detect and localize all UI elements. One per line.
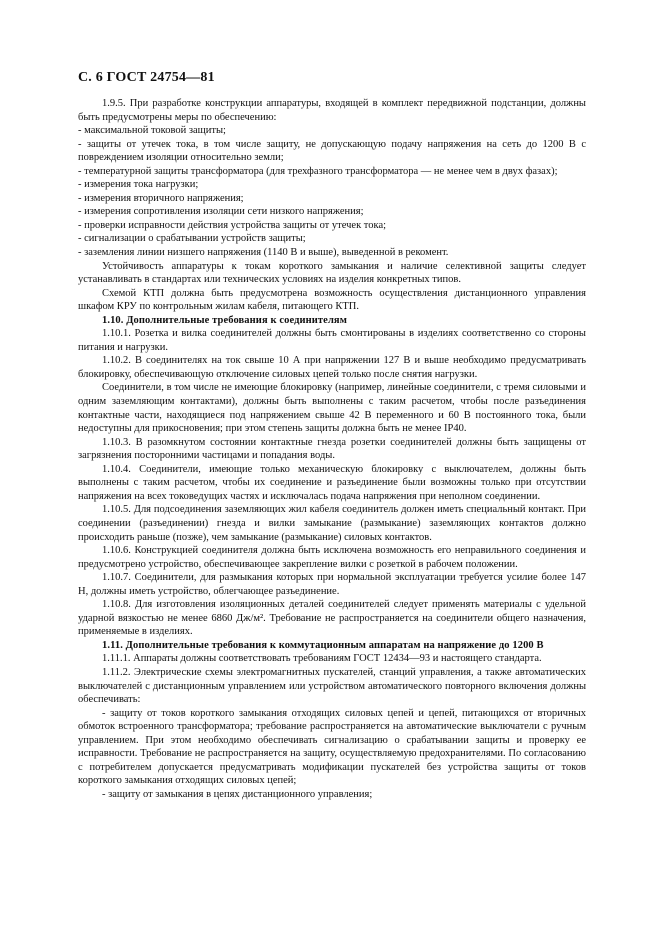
section-heading: 1.10. Дополнительные требования к соединителям bbox=[102, 314, 347, 326]
page-header: С. 6 ГОСТ 24754—81 bbox=[78, 70, 215, 85]
paragraph: 1.10.2. В соединителях на ток свыше 10 А при напряжении 127 В и выше необходимо предусматривать блокировку, обеспечивающую отключение силовых цепей только после снятия нагрузки. bbox=[78, 355, 586, 380]
list-item: - температурной защиты трансформатора (для трехфазного трансформатора — не менее чем в двух фазах); bbox=[78, 165, 558, 177]
list-item: - измерения вторичного напряжения; bbox=[78, 192, 244, 204]
section-heading: 1.11. Дополнительные требования к коммутационным аппаратам на напряжение до 1200 В bbox=[102, 639, 544, 651]
list-item: - заземления линии низшего напряжения (1140 В и выше), выведенной в рекомент. bbox=[78, 247, 449, 259]
paragraph: Соединители, в том числе не имеющие блокировку (например, линейные соединители, с тремя силовыми и одним заземляющим контактами), должны быть выполнены с таким расчетом, чтобы после разъединения контактные части, находящиеся под напряжением свыше 42 В переменного и 60 В постоянного тока, были недоступны для прикосновения; при этом степень защиты должна быть не менее IP40. bbox=[78, 382, 586, 435]
paragraph: 1.11.1. Аппараты должны соответствовать требованиям ГОСТ 12434—93 и настоящего стандарта. bbox=[102, 653, 542, 665]
list-item: - защиты от утечек тока, в том числе защиту, не допускающую подачу напряжения на сеть до 1200 В с повреждением изоляции относительно земли; bbox=[78, 138, 586, 164]
paragraph: 1.10.1. Розетка и вилка соединителей должны быть смонтированы в изделиях соответственно со стороны питания и нагрузки. bbox=[78, 328, 586, 353]
paragraph: - защиту от замыкания в цепях дистанционного управления; bbox=[102, 788, 373, 800]
paragraph: 1.11.2. Электрические схемы электромагнитных пускателей, станций управления, а также автоматических выключателей с дистанционным управлением или устройством автоматического повторного включения должны обеспечивать: bbox=[78, 666, 586, 706]
paragraph: 1.10.4. Соединители, имеющие только механическую блокировку с выключателем, должны быть выполнены с таким расчетом, чтобы их соединение и разъединение были возможны только при отсутствии напряжения на всех токоведущих частях и исключалась подача напряжения при неполном соединении. bbox=[78, 463, 586, 502]
list-item: - сигнализации о срабатывании устройств защиты; bbox=[78, 233, 306, 245]
paragraph: Устойчивость аппаратуры к токам короткого замыкания и наличие селективной защиты следует устанавливать в стандартах или технических условиях на изделия конкретных типов. bbox=[78, 260, 586, 286]
list-item: - проверки исправности действия устройства защиты от утечек тока; bbox=[78, 219, 387, 231]
paragraph: 1.10.8. Для изготовления изоляционных деталей соединителей следует применять материалы с удельной ударной вязкостью не менее 6860 Дж/м². Требование не распространяется на соединители общего назначения, применяемые в изделиях. bbox=[78, 599, 586, 638]
paragraph: 1.10.6. Конструкцией соединителя должна быть исключена возможность его неправильного соединения и предусмотрено устройство, обеспечивающее закрепление вилки с розеткой в рабочем положении. bbox=[78, 545, 586, 570]
list-item: - измерения сопротивления изоляции сети низкого напряжения; bbox=[78, 206, 364, 218]
list-item: - измерения тока нагрузки; bbox=[78, 179, 199, 191]
paragraph: 1.10.3. В разомкнутом состоянии контактные гнезда розетки соединителей должны быть защищены от загрязнения посторонними частицами и попадания воды. bbox=[78, 436, 586, 462]
paragraph: 1.9.5. При разработке конструкции аппаратуры, входящей в комплект передвижной подстанции, должны быть предусмотрены меры по обеспечению: bbox=[78, 98, 586, 123]
paragraph: 1.10.5. Для подсоединения заземляющих жил кабеля соединитель должен иметь специальный контакт. При соединении (разъединении) гнезда и вилки замыкание (размыкание) заземляющих контактов должно происходить раньше (позже), чем замыкание (размыкание) силовых контактов. bbox=[78, 504, 586, 543]
paragraph: Схемой КТП должна быть предусмотрена возможность осуществления дистанционного управления шкафом КРУ по контрольным жилам кабеля, питающего КТП. bbox=[78, 287, 586, 313]
paragraph: - защиту от токов короткого замыкания отходящих силовых цепей и цепей, питающихся от вторичных обмоток встроенного трансформатора; требование распространяется на автоматические выключатели с ручным управлением. При этом необходимо обеспечивать сигнализацию о срабатывании защиты и проверку ее исправности. Требование не распространяется на защиту, осуществляемую предохранителями. По согласованию с потребителем допускается предусматривать модификации пускателей без устройства защиты от токов короткого замыкания отходящих силовых цепей; bbox=[78, 707, 586, 787]
paragraph: 1.10.7. Соединители, для размыкания которых при нормальной эксплуатации требуется усилие более 147 Н, должны иметь устройство, облегчающее разъединение. bbox=[78, 572, 586, 597]
document-body bbox=[78, 97, 586, 801]
list-item: - максимальной токовой защиты; bbox=[78, 125, 226, 137]
